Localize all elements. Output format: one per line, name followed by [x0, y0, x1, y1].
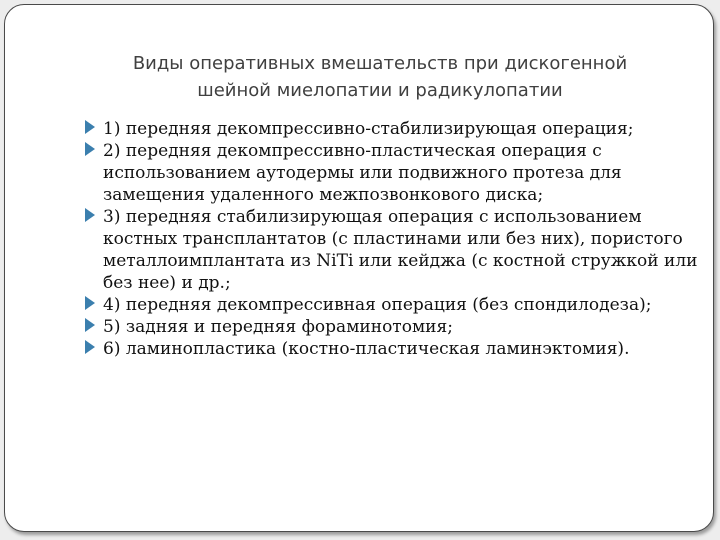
bullet-icon: [81, 141, 97, 157]
list-item-text: 3) передняя стабилизирующая операция с использованием костных трансплантатов (с пластинами или без них), пористого металлоимплантата из NiTi или кейджа (с костной стружкой или без нее) и др.;: [103, 207, 698, 293]
list-item-text: 1) передняя декомпрессивно-стабилизирующая операция;: [103, 119, 634, 139]
bullet-icon: [81, 317, 97, 333]
list-item-text: 5) задняя и передняя фораминотомия;: [103, 317, 453, 337]
bullet-list: [103, 118, 703, 360]
slide-title-line-1: Виды оперативных вмешательств при дискогенной: [132, 53, 628, 74]
bullet-icon: [81, 119, 97, 135]
list-item: [103, 118, 703, 140]
list-item-text: 4) передняя декомпрессивная операция (без спондилодеза);: [103, 295, 652, 315]
list-item: [103, 294, 703, 316]
bullet-icon: [81, 339, 97, 355]
slide-title: [60, 50, 700, 104]
list-item: [103, 140, 703, 206]
slide-title-line-2: шейной миелопатии и радикулопатии: [197, 80, 563, 101]
list-item: [103, 206, 703, 294]
list-item-text: 6) ламинопластика (костно-пластическая ламинэктомия).: [103, 339, 630, 359]
bullet-icon: [81, 295, 97, 311]
list-item: [103, 316, 703, 338]
list-item: [103, 338, 703, 360]
list-item-text: 2) передняя декомпрессивно-пластическая операция с использованием аутодермы или подвижного протеза для замещения удаленного межпозвонкового диска;: [103, 141, 622, 205]
bullet-icon: [81, 207, 97, 223]
